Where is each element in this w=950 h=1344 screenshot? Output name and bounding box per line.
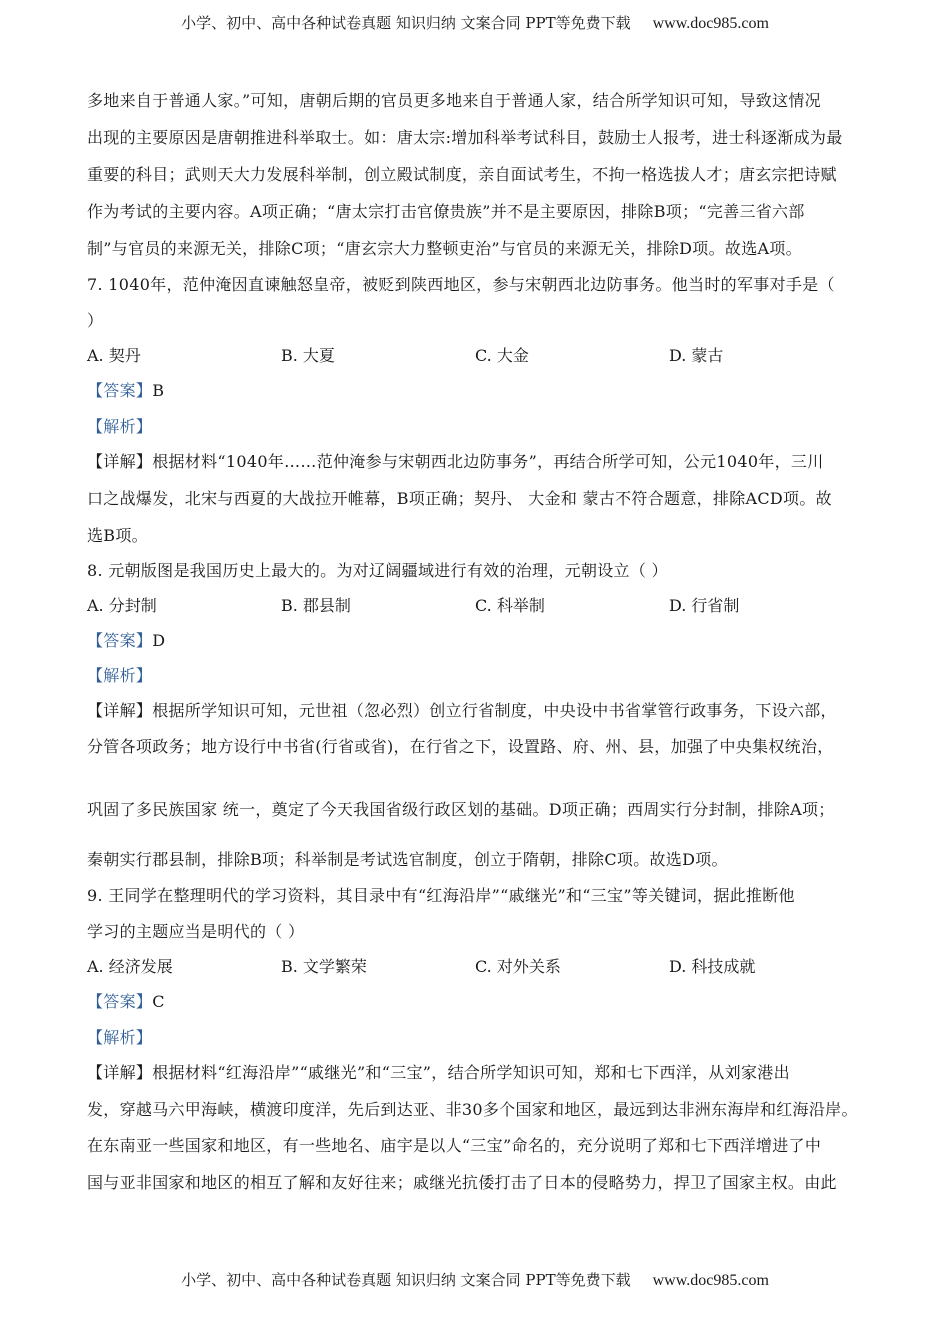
header-slogan: 小学、初中、高中各种试卷真题 知识归纳 文案合同 PPT等免费下载: [181, 14, 631, 32]
q8-answer-value: D: [152, 631, 166, 650]
q7-option-c: C. 大金: [475, 346, 529, 365]
q9-detail-line-3: 在东南亚一些国家和地区，有一些地名、庙宇是以人“三宝”命名的，充分说明了郑和七下西洋增进了中: [87, 1136, 822, 1155]
intro-line-4: 作为考试的主要内容。A项正确；“唐太宗打击官僚贵族”并不是主要原因，排除B项；“完善三省六部: [87, 202, 805, 221]
detail-tag: 【详解】: [87, 1063, 153, 1082]
q7-answer: [87, 381, 164, 401]
q7-stem-line-1: 7. 1040年，范仲淹因直谏触怒皇帝，被贬到陕西地区，参与宋朝西北边防事务。他当时的军事对手是（: [87, 275, 835, 294]
q8-detail-line-4: 秦朝实行郡县制，排除B项；科举制是考试选官制度，创立于隋朝，排除C项。故选D项。: [87, 850, 728, 869]
intro-line-1: 多地来自于普通人家。”可知，唐朝后期的官员更多地来自于普通人家，结合所学知识可知，导致这情况: [87, 91, 821, 110]
q9-detail-line-2: 发，穿越马六甲海峡，横渡印度洋，先后到达亚、非30多个国家和地区，最远到达非洲东海岸和红海沿岸。: [87, 1100, 858, 1119]
q9-detail-line-1: 【详解】根据材料“红海沿岸”“戚继光”和“三宝”，结合所学知识可知，郑和七下西洋，从刘家港出: [87, 1063, 790, 1082]
q8-option-a: A. 分封制: [87, 596, 157, 615]
q8-detail-line-3: 巩固了多民族国家 统一，奠定了今天我国省级行政区划的基础。D项正确；西周实行分封制，排除A项；: [87, 800, 835, 819]
q8-answer: [87, 631, 165, 651]
page-footer: [0, 1269, 950, 1290]
q7-stem-line-2: ）: [87, 311, 104, 330]
footer-url[interactable]: www.doc985.com: [652, 1272, 769, 1289]
q9-answer-value: C: [152, 992, 165, 1011]
q7-analysis-tag: 【解析】: [87, 417, 153, 436]
q8-option-c: C. 科举制: [475, 596, 545, 615]
intro-line-3: 重要的科目；武则天大力发展科举制，创立殿试制度，亲自面试考生，不拘一格选拔人才；唐玄宗把诗赋: [87, 165, 837, 184]
q7-detail-line-2: 口之战爆发，北宋与西夏的大战拉开帷幕，B项正确；契丹、 大金和 蒙古不符合题意，排除ACD项。故: [87, 489, 832, 508]
q8-detail-line-2: 分管各项政务；地方设行中书省(行省或省)，在行省之下，设置路、府、州、县，加强了中央集权统治，: [87, 737, 834, 756]
q8-stem: 8. 元朝版图是我国历史上最大的。为对辽阔疆域进行有效的治理，元朝设立（ ）: [87, 561, 668, 580]
q7-option-b: B. 大夏: [281, 346, 335, 365]
intro-line-5: 制”与官员的来源无关，排除C项；“唐玄宗大力整顿吏治”与官员的来源无关，排除D项。故选A项。: [87, 239, 802, 258]
detail-tag: 【详解】: [87, 452, 153, 471]
q9-stem-line-2: 学习的主题应当是明代的（ ）: [87, 922, 305, 941]
q7-detail-line-1: 【详解】根据材料“1040年……范仲淹参与宋朝西北边防事务”，再结合所学可知，公元1040年，三川: [87, 452, 824, 471]
q9-answer: [87, 992, 165, 1012]
q9-option-b: B. 文学繁荣: [281, 957, 367, 976]
q7-answer-value: B: [152, 381, 165, 400]
q9-analysis-tag: 【解析】: [87, 1028, 153, 1047]
answer-tag: 【答案】: [87, 631, 153, 650]
q8-option-b: B. 郡县制: [281, 596, 351, 615]
q7-option-d: D. 蒙古: [669, 346, 724, 365]
q8-analysis-tag: 【解析】: [87, 666, 153, 685]
footer-slogan: 小学、初中、高中各种试卷真题 知识归纳 文案合同 PPT等免费下载: [181, 1271, 631, 1289]
q8-detail-line-1: 【详解】根据所学知识可知，元世祖（忽必烈）创立行省制度，中央设中书省掌管行政事务，下设六部，: [87, 701, 837, 720]
header-url[interactable]: www.doc985.com: [652, 15, 769, 32]
q8-option-d: D. 行省制: [669, 596, 740, 615]
answer-tag: 【答案】: [87, 381, 153, 400]
q9-option-c: C. 对外关系: [475, 957, 561, 976]
page-header: [0, 12, 950, 33]
answer-tag: 【答案】: [87, 992, 153, 1011]
q9-option-d: D. 科技成就: [669, 957, 756, 976]
q7-detail-line-3: 选B项。: [87, 526, 148, 545]
q7-option-a: A. 契丹: [87, 346, 141, 365]
q9-stem-line-1: 9. 王同学在整理明代的学习资料，其目录中有“红海沿岸”“戚继光”和“三宝”等关键词，据此推断他: [87, 886, 795, 905]
q9-detail-line-4: 国与亚非国家和地区的相互了解和友好往来；戚继光抗倭打击了日本的侵略势力，捍卫了国家主权。由此: [87, 1173, 837, 1192]
intro-line-2: 出现的主要原因是唐朝推进科举取士。如：唐太宗:增加科举考试科目，鼓励士人报考，进士科逐渐成为最: [87, 128, 843, 147]
detail-tag: 【详解】: [87, 701, 153, 720]
q9-option-a: A. 经济发展: [87, 957, 173, 976]
